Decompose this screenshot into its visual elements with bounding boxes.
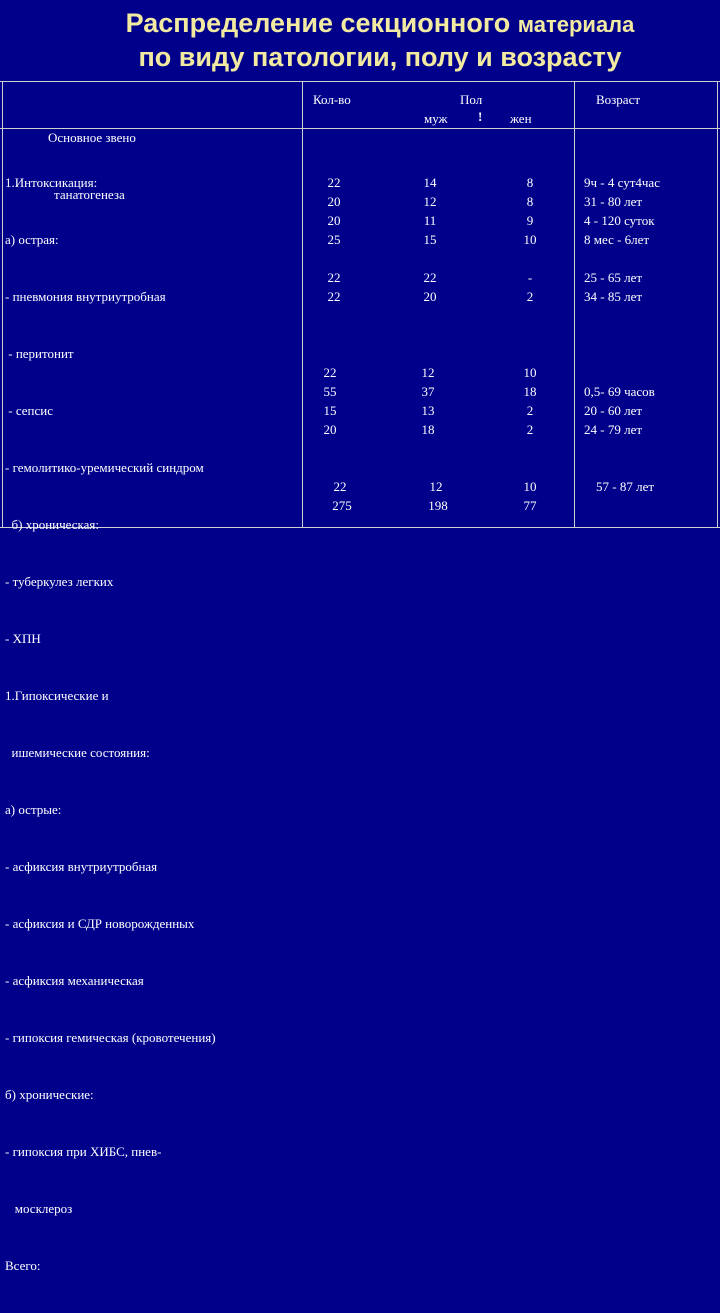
total-male-cell: 198 xyxy=(428,498,448,513)
female-cell: 2 xyxy=(526,403,534,418)
cause-line: - гемолитико-уремический синдром xyxy=(5,460,204,475)
male-cell: 18 xyxy=(421,422,435,437)
cause-line: 1.Интоксикация: xyxy=(5,175,98,190)
slide-title-line2: по виду патологии, полу и возрасту xyxy=(138,42,622,72)
male-cell: 12 xyxy=(421,365,435,380)
count-cell: 22 xyxy=(327,175,341,190)
header-age: Возраст xyxy=(596,92,641,107)
female-cell: 9 xyxy=(526,213,534,228)
age-cell: 25 - 65 лет xyxy=(584,270,643,285)
female-cell: 8 xyxy=(526,175,534,190)
cause-line: - сепсис xyxy=(5,403,53,418)
header-sex-separator: ! xyxy=(478,109,483,124)
age-cell: 34 - 85 лет xyxy=(584,289,643,304)
male-cell: 14 xyxy=(423,175,437,190)
male-cell: 12 xyxy=(423,194,437,209)
male-cell: 15 xyxy=(423,232,437,247)
header-male: муж xyxy=(424,111,448,126)
age-cell: 57 - 87 лет xyxy=(596,479,655,494)
age-cell: 24 - 79 лет xyxy=(584,422,643,437)
header-cause-line1: Основное звено xyxy=(48,130,136,145)
age-cell: 8 мес - 6лет xyxy=(584,232,650,247)
table-top-border xyxy=(0,81,720,82)
cause-line: - гипоксия при ХИБС, пнев- xyxy=(5,1144,162,1159)
cause-line: - асфиксия и СДР новорожденных xyxy=(5,916,195,931)
female-cell: 10 xyxy=(523,479,537,494)
count-cell: 22 xyxy=(323,365,337,380)
header-sex: Пол xyxy=(460,92,483,107)
count-cell: 15 xyxy=(323,403,337,418)
age-cell: 31 - 80 лет xyxy=(584,194,643,209)
age-cell: 20 - 60 лет xyxy=(584,403,643,418)
table-left-border xyxy=(2,81,3,528)
cause-line: - пневмония внутриутробная xyxy=(5,289,166,304)
male-cell: 20 xyxy=(423,289,437,304)
age-cell: 0,5- 69 часов xyxy=(584,384,655,399)
male-cell: 11 xyxy=(423,213,437,228)
cause-line: - асфиксия механическая xyxy=(5,973,144,988)
female-cell: 10 xyxy=(523,365,537,380)
count-cell: 20 xyxy=(327,213,341,228)
female-cell: 8 xyxy=(526,194,534,209)
male-cell: 12 xyxy=(429,479,443,494)
count-cell: 20 xyxy=(323,422,337,437)
cause-line: - перитонит xyxy=(5,346,74,361)
cause-line: - гипоксия гемическая (кровотечения) xyxy=(5,1030,216,1045)
count-cell: 25 xyxy=(327,232,341,247)
count-cell: 22 xyxy=(327,270,341,285)
header-cause-line2: танатогенеза xyxy=(54,187,125,202)
cause-line: а) острая: xyxy=(5,232,59,247)
count-cell: 55 xyxy=(323,384,337,399)
cause-line: 1.Гипоксические и xyxy=(5,688,109,703)
male-cell: 13 xyxy=(421,403,435,418)
column-divider xyxy=(302,81,303,528)
count-cell: 22 xyxy=(327,289,341,304)
age-cell: 4 - 120 суток xyxy=(584,213,655,228)
cause-line: - асфиксия внутриутробная xyxy=(5,859,158,874)
female-cell: 2 xyxy=(526,289,534,304)
female-cell: 18 xyxy=(523,384,537,399)
cause-line: ишемические состояния: xyxy=(5,745,150,760)
column-divider xyxy=(574,81,575,528)
cause-line: б) хроническая: xyxy=(5,517,99,532)
count-cell: 20 xyxy=(327,194,341,209)
cause-line: а) острые: xyxy=(5,802,62,817)
slide-title-line1 xyxy=(0,8,720,39)
header-female: жен xyxy=(510,111,532,126)
header-count: Кол-во xyxy=(313,92,351,107)
cause-line: москлероз xyxy=(5,1201,73,1216)
total-count-cell: 275 xyxy=(332,498,352,513)
male-cell: 22 xyxy=(423,270,437,285)
male-cell: 37 xyxy=(421,384,435,399)
total-female-cell: 77 xyxy=(523,498,537,513)
title-line1-main: Распределение секционного xyxy=(125,8,511,38)
cause-line: - ХПН xyxy=(5,631,41,646)
cause-column xyxy=(5,135,216,1313)
title-line1-tail: материала xyxy=(517,12,635,37)
cause-line: Всего: xyxy=(5,1258,41,1273)
table-right-border xyxy=(717,81,718,528)
cause-line: б) хронические: xyxy=(5,1087,94,1102)
age-cell: 9ч - 4 сут4час xyxy=(584,175,660,190)
count-cell: 22 xyxy=(333,479,347,494)
female-cell: 2 xyxy=(526,422,534,437)
female-cell: 10 xyxy=(523,232,537,247)
female-cell: - xyxy=(527,270,533,285)
cause-line: - туберкулез легких xyxy=(5,574,114,589)
